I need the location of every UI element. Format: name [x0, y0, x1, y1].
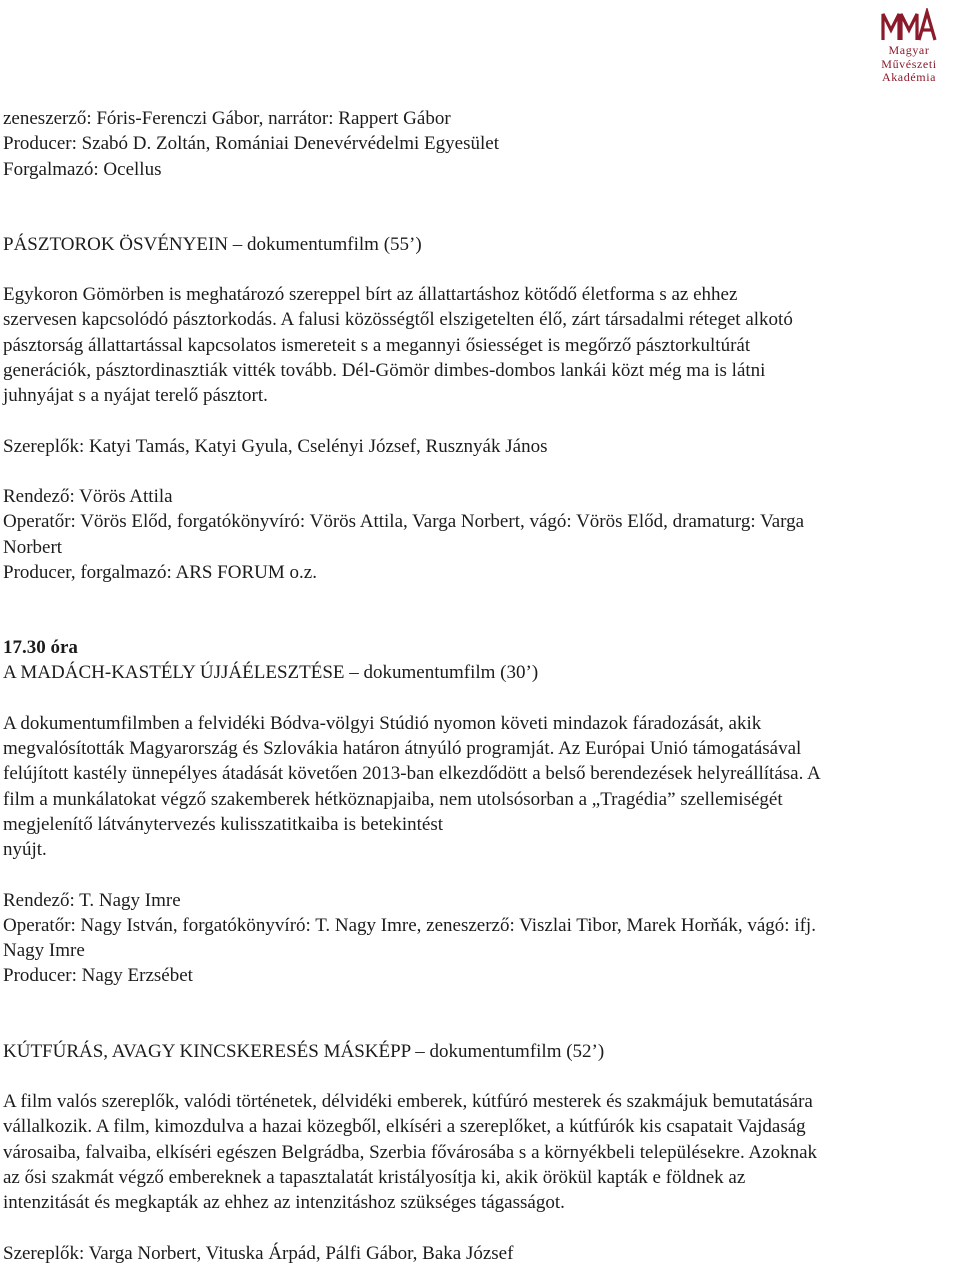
- description-line: Egykoron Gömörben is meghatározó szereppel bírt az állattartáshoz kötődő életforma s az ehhez: [3, 284, 738, 306]
- film-cast: Szereplők: Katyi Tamás, Katyi Gyula, Cselényi József, Rusznyák János: [3, 435, 548, 457]
- previous-film-credits: [3, 106, 953, 182]
- credit-line: Norbert: [3, 536, 63, 558]
- film-description: [3, 1089, 953, 1215]
- film-heading: [3, 232, 953, 257]
- credit-line: Rendező: Vörös Attila: [3, 485, 173, 507]
- film-heading: [3, 1039, 953, 1064]
- film-section-2: [3, 660, 953, 988]
- film-title-separator: –: [410, 1040, 430, 1062]
- description-line: nyújt.: [3, 839, 47, 861]
- description-line: vállalkozik. A film, kimozdulva a hazai közegből, elkíséri a szereplőket, a kútfúrók kis csapatait Vajdaság: [3, 1116, 806, 1138]
- description-line: pásztorság állattartással kapcsolatos ismereteit s a megannyi ősiességet is megőrző pásztorkultúrát: [3, 334, 751, 356]
- film-title-separator: –: [228, 233, 248, 255]
- film-heading: [3, 660, 953, 685]
- film-title: KÚTFÚRÁS, AVAGY KINCSKERESÉS MÁSKÉPP: [3, 1040, 411, 1062]
- description-line: A film valós szereplők, valódi történetek, délvidéki emberek, kútfúró mesterek és szakmájuk bemutatására: [3, 1091, 813, 1113]
- film-title-separator: –: [344, 662, 364, 684]
- description-line: felújított kastély ünnepélyes átadását követően 2013-ban elkezdődött a belső berendezések helyreállítása. A: [3, 763, 821, 785]
- logo-line-1: Magyar: [888, 43, 930, 57]
- description-line: A dokumentumfilmben a felvidéki Bódva-völgyi Stúdió nyomon követi mindazok fáradozását, akik: [3, 712, 762, 734]
- document-body: [3, 106, 953, 1266]
- film-cast: Szereplők: Varga Norbert, Vituska Árpád, Pálfi Gábor, Baka József: [3, 1242, 514, 1264]
- credit-line: Nagy Imre: [3, 940, 85, 962]
- description-line: juhnyájat s a nyájat terelő pásztort.: [3, 385, 268, 407]
- credit-line: Producer: Nagy Erzsébet: [3, 965, 193, 987]
- film-description: [3, 282, 953, 408]
- time-slot: 17.30 óra: [3, 637, 78, 659]
- film-credits: [3, 888, 953, 989]
- credit-line: Rendező: T. Nagy Imre: [3, 889, 181, 911]
- description-line: városaiba, falvaiba, elkíséri egészen Belgrádba, Szerbia fővárosába s a környékbeli településekre. Azoknak: [3, 1141, 818, 1163]
- film-type: dokumentumfilm (52’): [429, 1040, 605, 1062]
- credit-line: Operatőr: Nagy István, forgatókönyvíró: T. Nagy Imre, zeneszerző: Viszlai Tibor, Marek Horňák, vágó: ifj.: [3, 914, 816, 936]
- film-section-3: [3, 1039, 953, 1266]
- description-line: intenzitását és megkapták az ehhez az intenzitáshoz szükséges tágasságot.: [3, 1192, 565, 1214]
- description-line: az ősi szakmát végző embereknek a tapasztalatát kristályosítja ki, akik örökül kapták e földnek az: [3, 1166, 746, 1188]
- description-line: film a munkálatokat végző szakemberek hétköznapjaiba, nem utolsósorban a „Tragédia” szellemiségét: [3, 788, 783, 810]
- description-line: megjelenítő látványtervezés kulisszatitkaiba is betekintést: [3, 813, 444, 835]
- film-title: PÁSZTOROK ÖSVÉNYEIN: [3, 233, 229, 255]
- film-credits: [3, 484, 953, 585]
- film-type: dokumentumfilm (30’): [363, 662, 539, 684]
- credit-line: Forgalmazó: Ocellus: [3, 158, 162, 180]
- credit-line: Operatőr: Vörös Előd, forgatókönyvíró: Vörös Attila, Varga Norbert, vágó: Vörös Előd, dramaturg: Varga: [3, 511, 805, 533]
- logo-text: [864, 44, 954, 85]
- description-line: generációk, pásztordinasztiák vitték tovább. Dél-Gömör dimbes-dombos lankái közt még ma is látni: [3, 360, 766, 382]
- description-line: szervesen kapcsolódó pásztorkodás. A falusi közösségtől elszigetelten élő, zárt társadalmi réteget alkotó: [3, 309, 793, 331]
- mma-logo-icon: [880, 8, 938, 42]
- film-description: [3, 711, 953, 863]
- academy-logo: [864, 8, 954, 85]
- film-section-1: [3, 232, 953, 585]
- film-type: dokumentumfilm (55’): [247, 233, 422, 255]
- credit-line: Producer, forgalmazó: ARS FORUM o.z.: [3, 561, 317, 583]
- logo-line-2: Művészeti: [881, 56, 937, 71]
- logo-line-3: Akadémia: [881, 70, 937, 84]
- description-line: megvalósították Magyarország és Szlovákia határon átnyúló programját. Az Európai Unió támogatásával: [3, 738, 802, 760]
- credit-line: Producer: Szabó D. Zoltán, Romániai Denevérvédelmi Egyesület: [3, 133, 499, 155]
- credit-line: zeneszerző: Fóris-Ferenczi Gábor, narrátor: Rappert Gábor: [3, 108, 451, 129]
- film-title: A MADÁCH-KASTÉLY ÚJJÁÉLESZTÉSE: [3, 662, 345, 684]
